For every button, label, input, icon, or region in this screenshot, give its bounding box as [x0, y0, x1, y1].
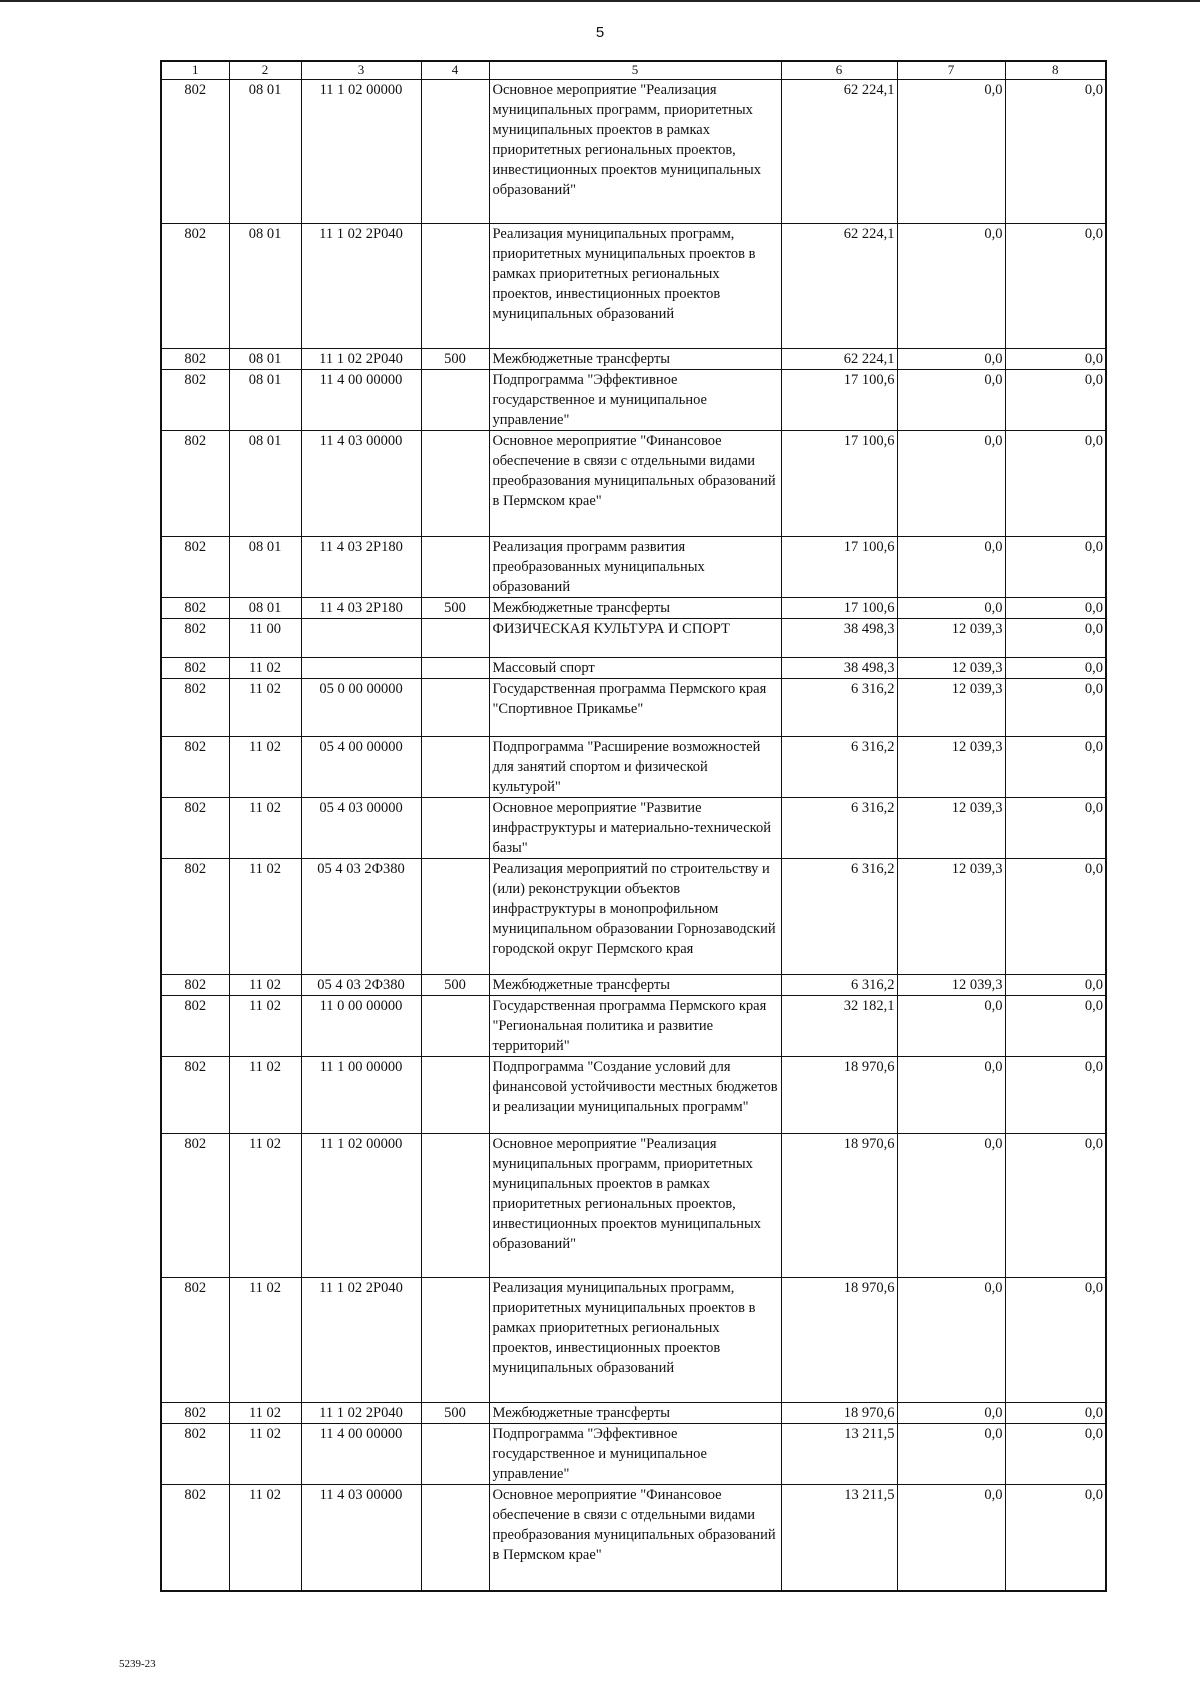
cell-col-3	[301, 619, 421, 658]
cell-col-6: 6 316,2	[781, 737, 897, 798]
table-row	[161, 996, 1106, 1057]
cell-col-7: 0,0	[897, 1485, 1005, 1591]
table-row	[161, 737, 1106, 798]
cell-col-1: 802	[161, 537, 229, 598]
cell-col-2: 11 02	[229, 1485, 301, 1591]
cell-col-3: 11 1 00 00000	[301, 1057, 421, 1134]
cell-col-6: 38 498,3	[781, 658, 897, 679]
cell-col-3: 11 4 00 00000	[301, 370, 421, 431]
cell-col-7: 0,0	[897, 1057, 1005, 1134]
cell-col-2: 08 01	[229, 598, 301, 619]
cell-col-2: 08 01	[229, 349, 301, 370]
cell-col-8: 0,0	[1005, 80, 1106, 224]
cell-col-7: 12 039,3	[897, 737, 1005, 798]
cell-col-3: 11 1 02 2P040	[301, 349, 421, 370]
cell-col-1: 802	[161, 349, 229, 370]
cell-col-2: 08 01	[229, 80, 301, 224]
cell-col-5: Государственная программа Пермского края "Региональная политика и развитие территорий"	[489, 996, 781, 1057]
cell-col-7: 0,0	[897, 996, 1005, 1057]
cell-col-7: 0,0	[897, 598, 1005, 619]
cell-col-4	[421, 431, 489, 537]
cell-col-1: 802	[161, 1057, 229, 1134]
cell-col-5: Реализация муниципальных программ, приоритетных муниципальных проектов в рамках приоритетных региональных проектов, инвестиционных проектов муниципальных образований	[489, 224, 781, 349]
cell-col-3: 11 1 02 2P040	[301, 1403, 421, 1424]
cell-col-2: 11 02	[229, 996, 301, 1057]
cell-col-8: 0,0	[1005, 975, 1106, 996]
column-header: 3	[301, 61, 421, 80]
cell-col-3: 11 4 03 2P180	[301, 598, 421, 619]
cell-col-8: 0,0	[1005, 598, 1106, 619]
cell-col-5: Подпрограмма "Создание условий для финансовой устойчивости местных бюджетов и реализации муниципальных программ"	[489, 1057, 781, 1134]
cell-col-3: 11 4 03 00000	[301, 1485, 421, 1591]
cell-col-6: 32 182,1	[781, 996, 897, 1057]
cell-col-7: 0,0	[897, 224, 1005, 349]
cell-col-6: 38 498,3	[781, 619, 897, 658]
cell-col-8: 0,0	[1005, 1134, 1106, 1278]
cell-col-6: 13 211,5	[781, 1424, 897, 1485]
cell-col-5: Основное мероприятие "Финансовое обеспечение в связи с отдельными видами преобразования муниципальных образований в Пермском крае"	[489, 1485, 781, 1591]
cell-col-3: 11 1 02 00000	[301, 80, 421, 224]
table-row	[161, 349, 1106, 370]
cell-col-2: 11 02	[229, 1134, 301, 1278]
column-header: 1	[161, 61, 229, 80]
cell-col-7: 0,0	[897, 370, 1005, 431]
cell-col-2: 08 01	[229, 431, 301, 537]
cell-col-8: 0,0	[1005, 1403, 1106, 1424]
cell-col-5: Реализация мероприятий по строительству и (или) реконструкции объектов инфраструктуры в монопрофильном муниципальном образовании Горнозаводский городской округ Пермского края	[489, 859, 781, 975]
cell-col-6: 13 211,5	[781, 1485, 897, 1591]
cell-col-1: 802	[161, 224, 229, 349]
cell-col-6: 18 970,6	[781, 1134, 897, 1278]
budget-table	[160, 60, 1107, 1592]
column-header: 8	[1005, 61, 1106, 80]
cell-col-8: 0,0	[1005, 370, 1106, 431]
column-header: 4	[421, 61, 489, 80]
cell-col-8: 0,0	[1005, 537, 1106, 598]
cell-col-3: 05 0 00 00000	[301, 679, 421, 737]
cell-col-8: 0,0	[1005, 737, 1106, 798]
cell-col-2: 11 02	[229, 975, 301, 996]
cell-col-1: 802	[161, 80, 229, 224]
cell-col-1: 802	[161, 975, 229, 996]
cell-col-6: 17 100,6	[781, 370, 897, 431]
cell-col-3: 11 1 02 2P040	[301, 1278, 421, 1403]
cell-col-5: Государственная программа Пермского края "Спортивное Прикамье"	[489, 679, 781, 737]
cell-col-3: 11 1 02 2P040	[301, 224, 421, 349]
cell-col-2: 11 02	[229, 859, 301, 975]
cell-col-1: 802	[161, 619, 229, 658]
table-row	[161, 658, 1106, 679]
table-row	[161, 598, 1106, 619]
cell-col-4	[421, 370, 489, 431]
column-header: 6	[781, 61, 897, 80]
cell-col-3: 05 4 03 2Ф380	[301, 975, 421, 996]
table-row	[161, 537, 1106, 598]
table-header-row	[161, 61, 1106, 80]
cell-col-8: 0,0	[1005, 619, 1106, 658]
table-row	[161, 1278, 1106, 1403]
cell-col-5: Основное мероприятие "Реализация муниципальных программ, приоритетных муниципальных проектов в рамках приоритетных региональных проектов, инвестиционных проектов муниципальных образований"	[489, 80, 781, 224]
cell-col-8: 0,0	[1005, 1278, 1106, 1403]
cell-col-8: 0,0	[1005, 431, 1106, 537]
cell-col-5: Межбюджетные трансферты	[489, 975, 781, 996]
page-number: 5	[595, 24, 605, 41]
column-header: 2	[229, 61, 301, 80]
cell-col-4	[421, 1278, 489, 1403]
cell-col-3: 11 1 02 00000	[301, 1134, 421, 1278]
cell-col-1: 802	[161, 859, 229, 975]
table-row	[161, 975, 1106, 996]
cell-col-8: 0,0	[1005, 658, 1106, 679]
table-row	[161, 1424, 1106, 1485]
column-header: 7	[897, 61, 1005, 80]
cell-col-1: 802	[161, 431, 229, 537]
cell-col-1: 802	[161, 996, 229, 1057]
cell-col-1: 802	[161, 1485, 229, 1591]
cell-col-4: 500	[421, 598, 489, 619]
cell-col-4: 500	[421, 975, 489, 996]
cell-col-3: 11 4 03 2P180	[301, 537, 421, 598]
cell-col-8: 0,0	[1005, 224, 1106, 349]
scan-top-border	[0, 0, 1200, 2]
cell-col-2: 08 01	[229, 370, 301, 431]
table-row	[161, 1403, 1106, 1424]
cell-col-2: 11 02	[229, 798, 301, 859]
cell-col-7: 0,0	[897, 80, 1005, 224]
table-row	[161, 1057, 1106, 1134]
cell-col-4	[421, 1485, 489, 1591]
cell-col-7: 0,0	[897, 1278, 1005, 1403]
cell-col-6: 17 100,6	[781, 431, 897, 537]
document-id: 5239-23	[119, 1658, 156, 1670]
table-row	[161, 798, 1106, 859]
cell-col-4: 500	[421, 1403, 489, 1424]
cell-col-7: 12 039,3	[897, 975, 1005, 996]
cell-col-5: Подпрограмма "Эффективное государственное и муниципальное управление"	[489, 1424, 781, 1485]
cell-col-4	[421, 859, 489, 975]
cell-col-6: 18 970,6	[781, 1278, 897, 1403]
cell-col-8: 0,0	[1005, 1424, 1106, 1485]
cell-col-2: 11 02	[229, 1424, 301, 1485]
cell-col-4	[421, 537, 489, 598]
cell-col-1: 802	[161, 798, 229, 859]
table-row	[161, 1134, 1106, 1278]
cell-col-4	[421, 1134, 489, 1278]
table-row	[161, 679, 1106, 737]
cell-col-5: Основное мероприятие "Финансовое обеспечение в связи с отдельными видами преобразования муниципальных образований в Пермском крае"	[489, 431, 781, 537]
table-row	[161, 224, 1106, 349]
cell-col-5: Межбюджетные трансферты	[489, 349, 781, 370]
cell-col-4	[421, 658, 489, 679]
cell-col-8: 0,0	[1005, 1057, 1106, 1134]
cell-col-6: 62 224,1	[781, 80, 897, 224]
cell-col-1: 802	[161, 1278, 229, 1403]
cell-col-2: 11 02	[229, 1057, 301, 1134]
cell-col-3: 11 4 00 00000	[301, 1424, 421, 1485]
cell-col-8: 0,0	[1005, 349, 1106, 370]
cell-col-2: 11 02	[229, 1403, 301, 1424]
cell-col-1: 802	[161, 679, 229, 737]
cell-col-6: 6 316,2	[781, 975, 897, 996]
cell-col-2: 11 02	[229, 658, 301, 679]
cell-col-1: 802	[161, 737, 229, 798]
cell-col-5: Массовый спорт	[489, 658, 781, 679]
column-header: 5	[489, 61, 781, 80]
cell-col-3: 05 4 00 00000	[301, 737, 421, 798]
cell-col-4	[421, 1057, 489, 1134]
cell-col-1: 802	[161, 1134, 229, 1278]
cell-col-7: 0,0	[897, 1424, 1005, 1485]
cell-col-6: 17 100,6	[781, 537, 897, 598]
cell-col-5: Подпрограмма "Эффективное государственное и муниципальное управление"	[489, 370, 781, 431]
cell-col-1: 802	[161, 1403, 229, 1424]
cell-col-7: 0,0	[897, 431, 1005, 537]
cell-col-7: 12 039,3	[897, 859, 1005, 975]
cell-col-2: 08 01	[229, 224, 301, 349]
cell-col-2: 11 00	[229, 619, 301, 658]
table-row	[161, 370, 1106, 431]
cell-col-2: 11 02	[229, 737, 301, 798]
cell-col-7: 12 039,3	[897, 619, 1005, 658]
cell-col-1: 802	[161, 370, 229, 431]
cell-col-8: 0,0	[1005, 1485, 1106, 1591]
cell-col-6: 6 316,2	[781, 798, 897, 859]
cell-col-6: 18 970,6	[781, 1403, 897, 1424]
cell-col-7: 0,0	[897, 537, 1005, 598]
cell-col-6: 17 100,6	[781, 598, 897, 619]
cell-col-8: 0,0	[1005, 679, 1106, 737]
cell-col-6: 62 224,1	[781, 349, 897, 370]
cell-col-8: 0,0	[1005, 798, 1106, 859]
cell-col-1: 802	[161, 658, 229, 679]
cell-col-3: 11 4 03 00000	[301, 431, 421, 537]
cell-col-6: 62 224,1	[781, 224, 897, 349]
cell-col-3	[301, 658, 421, 679]
cell-col-5: Основное мероприятие "Реализация муниципальных программ, приоритетных муниципальных проектов в рамках приоритетных региональных проектов, инвестиционных проектов муниципальных образований"	[489, 1134, 781, 1278]
cell-col-4	[421, 996, 489, 1057]
cell-col-1: 802	[161, 598, 229, 619]
cell-col-4	[421, 679, 489, 737]
cell-col-4	[421, 80, 489, 224]
cell-col-5: ФИЗИЧЕСКАЯ КУЛЬТУРА И СПОРТ	[489, 619, 781, 658]
cell-col-7: 0,0	[897, 1134, 1005, 1278]
cell-col-5: Межбюджетные трансферты	[489, 598, 781, 619]
cell-col-5: Реализация муниципальных программ, приоритетных муниципальных проектов в рамках приоритетных региональных проектов, инвестиционных проектов муниципальных образований	[489, 1278, 781, 1403]
cell-col-5: Реализация программ развития преобразованных муниципальных образований	[489, 537, 781, 598]
cell-col-4	[421, 737, 489, 798]
cell-col-3: 11 0 00 00000	[301, 996, 421, 1057]
cell-col-2: 11 02	[229, 1278, 301, 1403]
cell-col-7: 12 039,3	[897, 658, 1005, 679]
cell-col-4	[421, 1424, 489, 1485]
cell-col-5: Межбюджетные трансферты	[489, 1403, 781, 1424]
cell-col-1: 802	[161, 1424, 229, 1485]
cell-col-7: 0,0	[897, 1403, 1005, 1424]
cell-col-8: 0,0	[1005, 859, 1106, 975]
cell-col-7: 12 039,3	[897, 679, 1005, 737]
table-row	[161, 80, 1106, 224]
cell-col-8: 0,0	[1005, 996, 1106, 1057]
table-row	[161, 1485, 1106, 1591]
table-row	[161, 431, 1106, 537]
cell-col-4	[421, 619, 489, 658]
cell-col-6: 6 316,2	[781, 859, 897, 975]
cell-col-4: 500	[421, 349, 489, 370]
cell-col-2: 08 01	[229, 537, 301, 598]
table-row	[161, 859, 1106, 975]
table-row	[161, 619, 1106, 658]
cell-col-5: Подпрограмма "Расширение возможностей для занятий спортом и физической культурой"	[489, 737, 781, 798]
cell-col-3: 05 4 03 2Ф380	[301, 859, 421, 975]
cell-col-3: 05 4 03 00000	[301, 798, 421, 859]
cell-col-4	[421, 224, 489, 349]
cell-col-5: Основное мероприятие "Развитие инфраструктуры и материально-технической базы"	[489, 798, 781, 859]
cell-col-7: 0,0	[897, 349, 1005, 370]
cell-col-4	[421, 798, 489, 859]
cell-col-7: 12 039,3	[897, 798, 1005, 859]
cell-col-6: 6 316,2	[781, 679, 897, 737]
cell-col-6: 18 970,6	[781, 1057, 897, 1134]
cell-col-2: 11 02	[229, 679, 301, 737]
